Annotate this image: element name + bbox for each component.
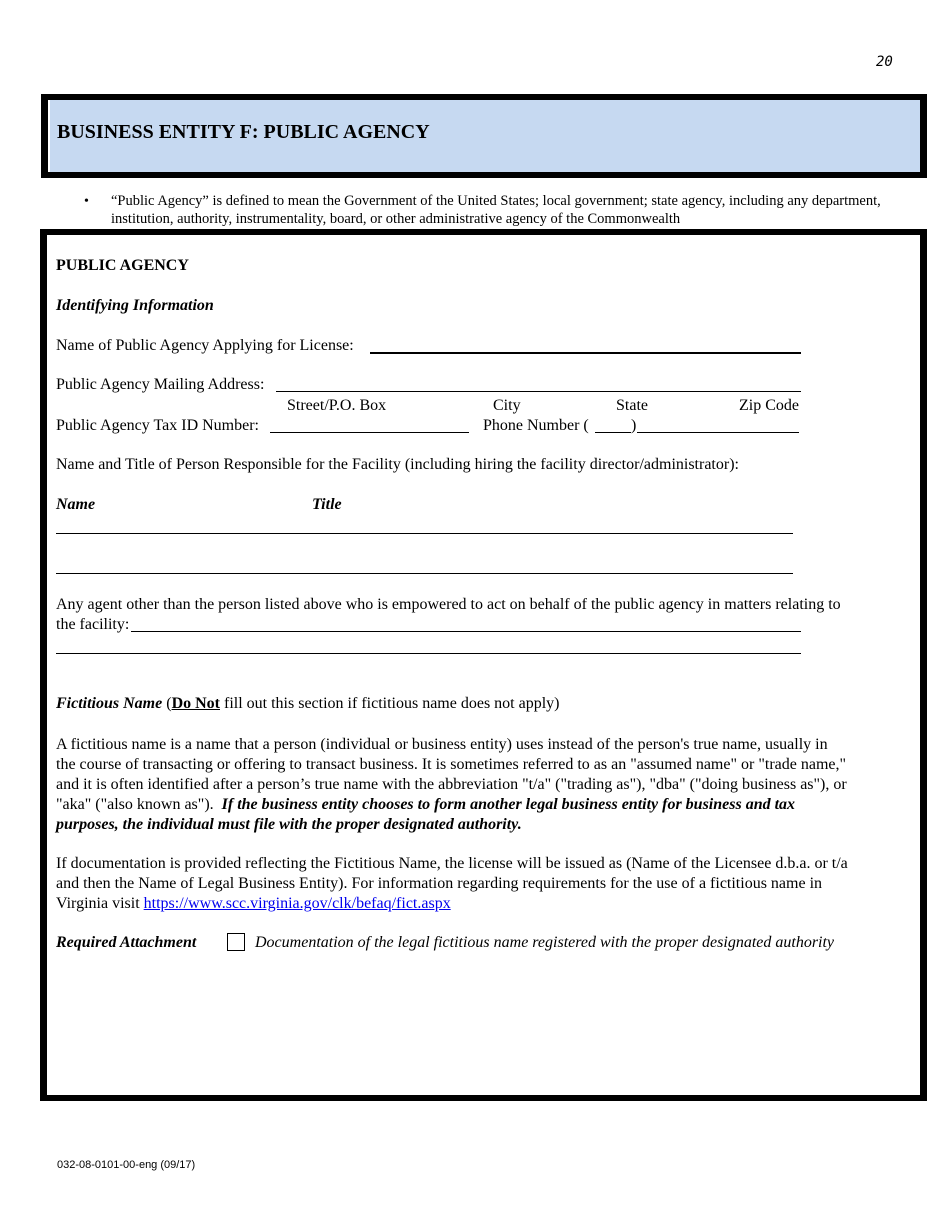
phone-area-code-field[interactable] [595, 432, 631, 433]
agency-name-field[interactable] [370, 352, 801, 354]
section-subtitle: Identifying Information [56, 297, 214, 314]
paren-open: ( [166, 695, 172, 712]
phone-number-field[interactable] [637, 432, 799, 433]
definition-line-1: A fictitious name is a name that a person (individual or business entity) uses instead of the person's true name, usually in [56, 736, 828, 753]
zip-sublabel: Zip Code [739, 397, 799, 414]
tax-id-field[interactable] [270, 432, 469, 433]
fictitious-name-definition [56, 735, 896, 835]
form-section-box [40, 229, 927, 1101]
public-agency-definition: “Public Agency” is defined to mean the Government of the United States; local government; state agency, including any department, institution, authority, instrumentality, board, or other administrative agency of the Commonwealth [111, 193, 881, 227]
agent-label-line-2: the facility: [56, 616, 130, 633]
fictitious-name-note: fill out this section if fictitious name does not apply) [220, 695, 560, 712]
fictitious-documentation-paragraph [56, 854, 896, 914]
scc-fictitious-name-link[interactable]: https://www.scc.virginia.gov/clk/befaq/fict.aspx [143, 895, 451, 912]
street-sublabel: Street/P.O. Box [287, 397, 387, 414]
section-title: PUBLIC AGENCY [56, 257, 189, 274]
fictitious-name-title: Fictitious Name [56, 695, 163, 712]
name-column-label: Name [56, 496, 96, 513]
form-code: 032-08-0101-00-eng (09/17) [57, 1159, 196, 1171]
mailing-address-field[interactable] [276, 391, 801, 392]
attachment-checkbox[interactable] [227, 933, 245, 951]
responsible-person-line-2[interactable] [56, 573, 793, 574]
definition-line-4 [56, 795, 896, 815]
page-number: 20 [876, 54, 893, 70]
agent-field-line-2[interactable] [56, 653, 801, 654]
aka-text: "aka" ("also known as"). [56, 796, 222, 813]
tax-id-label: Public Agency Tax ID Number: [56, 417, 259, 434]
virginia-visit-text: Virginia visit [56, 895, 144, 912]
agent-label-line-1: Any agent other than the person listed above who is empowered to act on behalf of the public agency in matters relating to [56, 596, 841, 613]
attachment-description: Documentation of the legal fictitious name registered with the proper designated authority [255, 934, 835, 951]
legal-entity-notice-b: purposes, the individual must file with the proper designated authority. [56, 816, 522, 833]
do-not-emphasis: Do Not [171, 695, 220, 712]
documentation-line-3 [56, 894, 896, 914]
city-sublabel: City [493, 397, 521, 414]
agency-name-label: Name of Public Agency Applying for License: [56, 337, 354, 354]
definition-line-2: the course of transacting or offering to transact business. It is sometimes referred to as an "assumed name" or "trade name," [56, 756, 847, 773]
documentation-line-2: and then the Name of Legal Business Entity). For information regarding requirements for the use of a fictitious name in [56, 875, 823, 892]
documentation-line-1: If documentation is provided reflecting the Fictitious Name, the license will be issued as (Name of the Licensee d.b.a. or t/a [56, 855, 848, 872]
responsible-person-label: Name and Title of Person Responsible for the Facility (including hiring the facility director/administrator): [56, 456, 739, 473]
state-sublabel: State [616, 397, 648, 414]
definition-line-3: and it is often identified after a person’s true name with the abbreviation "t/a" ("trading as"), "dba" ("doing business as"), or [56, 776, 847, 793]
required-attachment-label: Required Attachment [56, 934, 197, 951]
phone-paren-close: ) [631, 417, 637, 434]
fictitious-name-heading [56, 695, 560, 713]
phone-label: Phone Number ( [483, 417, 589, 434]
title-column-label: Title [312, 496, 342, 513]
mailing-address-label: Public Agency Mailing Address: [56, 376, 265, 393]
responsible-person-line-1[interactable] [56, 533, 793, 534]
legal-entity-notice-a: If the business entity chooses to form another legal business entity for business and tax [221, 796, 796, 813]
bullet-marker: • [84, 194, 89, 209]
page-title: BUSINESS ENTITY F: PUBLIC AGENCY [57, 121, 430, 143]
agent-field-line-1[interactable] [131, 631, 801, 632]
